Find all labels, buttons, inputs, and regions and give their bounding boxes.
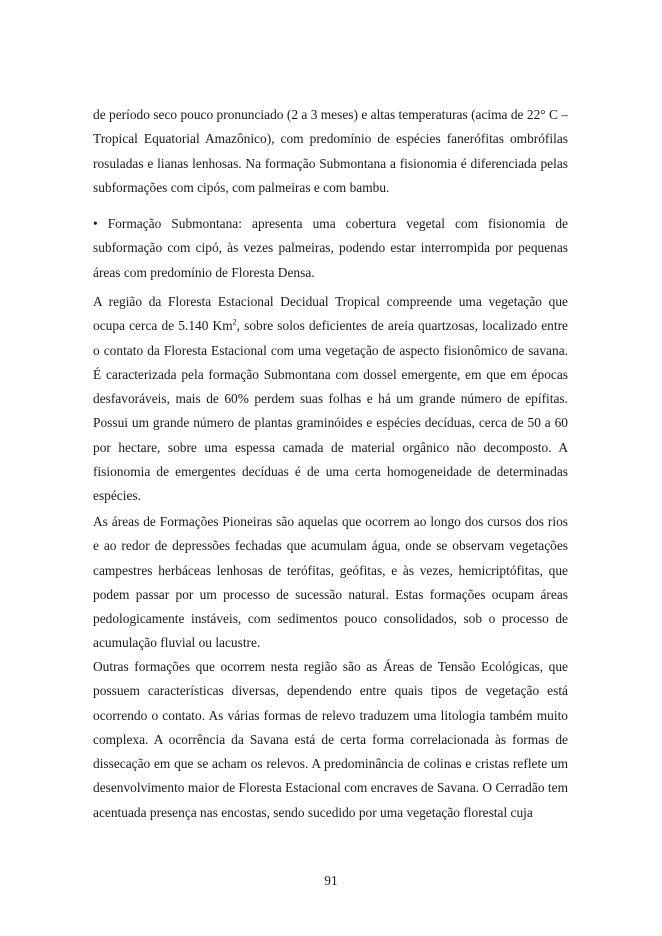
paragraph-tropical-equatorial: de período seco pouco pronunciado (2 a 3 meses) e altas temperaturas (acima de 22° C – Tropical Equatorial Amazônico), com predomínio de espécies fanerófitas ombrófilas rosuladas e lianas lenhosas. Na formação Submontana a fisionomia é diferenciada pelas subformações com cipós, com palmeiras e com bambu. (93, 107, 568, 195)
paragraph-text-start: A região da Floresta Estacional Decidual Tropical compreende uma vegetação que ocupa cerca de 5.140 Km (93, 294, 568, 334)
paragraph-floresta-estacional-decidual (93, 290, 568, 509)
paragraph-formacao-submontana: • Formação Submontana: apresenta uma cobertura vegetal com fisionomia de subformação com cipó, às vezes palmeiras, podendo estar interrompida por pequenas áreas com predomínio de Floresta Densa. (93, 216, 568, 280)
page-number: 91 (324, 873, 338, 888)
paragraph-tensao-ecologica: Outras formações que ocorrem nesta região são as Áreas de Tensão Ecológicas, que possuem características diversas, dependendo entre quais tipos de vegetação está ocorrendo o contato. As várias formas de relevo traduzem uma litologia também muito complexa. A ocorrência da Savana está de certa forma correlacionada às formas de dissecação em que se acham os relevos. A predominância de colinas e cristas reflete um desenvolvimento maior de Floresta Estacional com encraves de Savana. O Cerradão tem acentuada presença nas encostas, sendo sucedido por uma vegetação florestal cuja (93, 659, 568, 820)
superscript-square: 2 (232, 317, 237, 327)
paragraph-text-end: , sobre solos deficientes de areia quartzosas, localizado entre o contato da Floresta Estacional com uma vegetação de aspecto fisionômico de savana. É caracterizada pela formação Submontana com dossel emergente, em que em épocas desfavoráveis, mais de 60% perdem suas folhas e há um grande número de epífitas. Possui um grande número de plantas graminóides e espécies decíduas, cerca de 50 a 60 por hectare, sobre uma espessa camada de material orgânico não decomposto. A fisionomia de emergentes decíduas é de uma certa homogeneidade de determinadas espécies. (93, 318, 568, 504)
paragraph-formacoes-pioneiras: As áreas de Formações Pioneiras são aquelas que ocorrem ao longo dos cursos dos rios e ao redor de depressões fechadas que acumulam água, onde se observam vegetações campestres herbáceas lenhosas de terófitas, geófitas, e às vezes, hemicriptófitas, que podem passar por um processo de sucessão natural. Estas formações ocupam áreas pedologicamente instáveis, com sedimentos pouco consolidados, sob o processo de acumulação fluvial ou lacustre. (93, 514, 568, 651)
